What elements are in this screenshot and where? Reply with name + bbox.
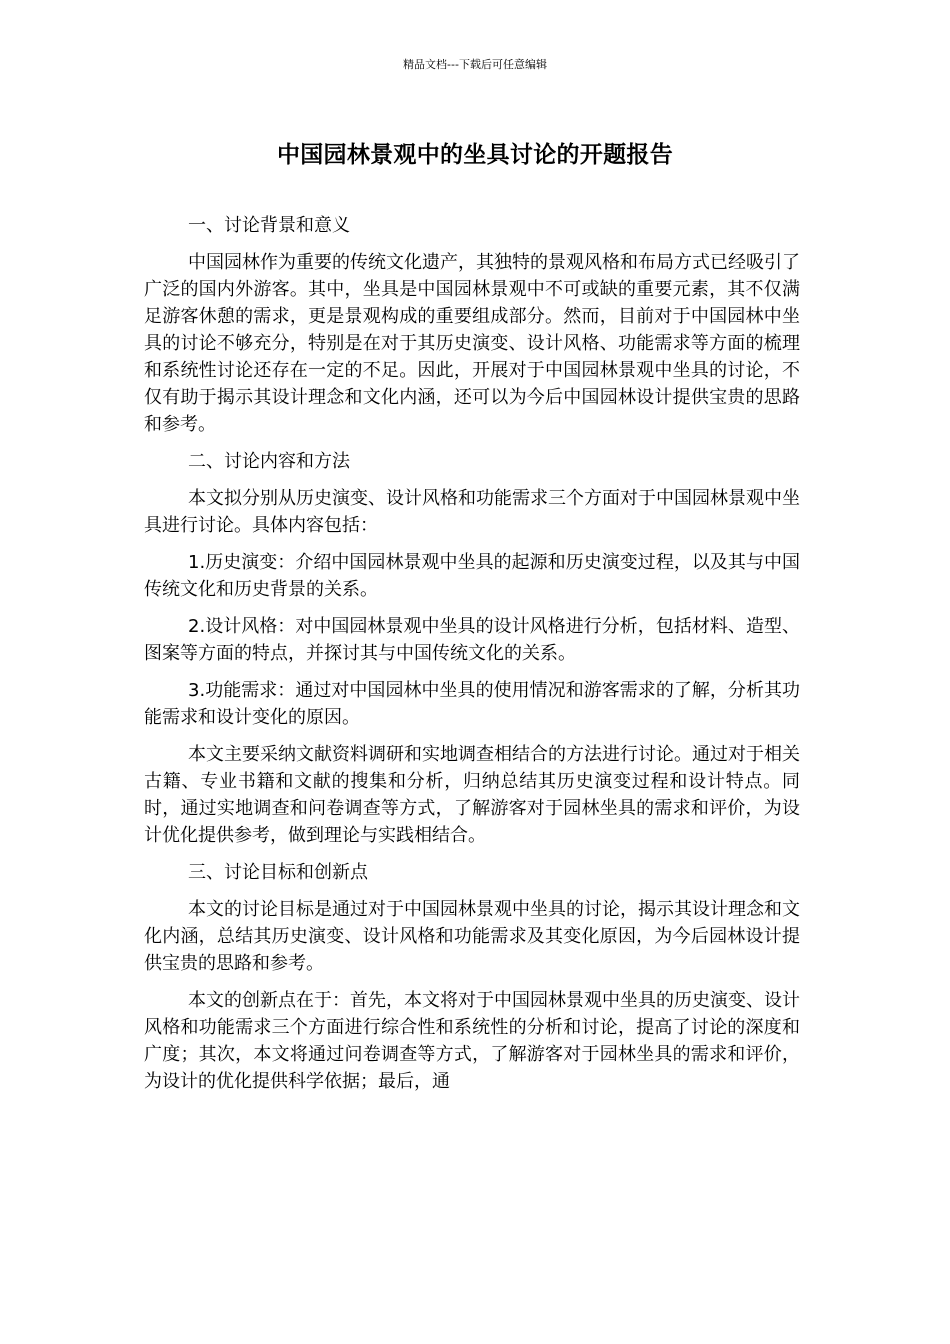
list-item-function: 3.功能需求：通过对中国园林中坐具的使用情况和游客需求的了解，分析其功能需求和设计变化的原因。: [144, 680, 800, 728]
paragraph-content-intro: 本文拟分别从历史演变、设计风格和功能需求三个方面对于中国园林景观中坐具进行讨论。具体内容包括：: [144, 488, 800, 536]
section-heading-content-method: 二、讨论内容和方法: [188, 451, 350, 472]
paragraph-background: 中国园林作为重要的传统文化遗产，其独特的景观风格和布局方式已经吸引了广泛的国内外游客。其中，坐具是中国园林景观中不可或缺的重要元素，其不仅满足游客休憩的需求，更是景观构成的重要组成部分。然而，目前对于中国园林中坐具的讨论不够充分，特别是在对于其历史演变、设计风格、功能需求等方面的梳理和系统性讨论还存在一定的不足。因此，开展对于中国园林景观中坐具的讨论，不仅有助于揭示其设计理念和文化内涵，还可以为今后中国园林设计提供宝贵的思路和参考。: [144, 252, 800, 435]
document-title: 中国园林景观中的坐具讨论的开题报告: [276, 142, 674, 168]
list-item-history: 1.历史演变：介绍中国园林景观中坐具的起源和历史演变过程，以及其与中国传统文化和历史背景的关系。: [144, 552, 800, 600]
page-header: 精品文档---下载后可任意编辑: [403, 58, 547, 71]
paragraph-goals: 本文的讨论目标是通过对于中国园林景观中坐具的讨论，揭示其设计理念和文化内涵，总结其历史演变、设计风格和功能需求及其变化原因，为今后园林设计提供宝贵的思路和参考。: [144, 899, 800, 974]
section-heading-goals-innovation: 三、讨论目标和创新点: [188, 862, 368, 883]
paragraph-method: 本文主要采纳文献资料调研和实地调查相结合的方法进行讨论。通过对于相关古籍、专业书籍和文献的搜集和分析，归纳总结其历史演变过程和设计特点。同时，通过实地调查和问卷调查等方式，了解游客对于园林坐具的需求和评价，为设计优化提供参考，做到理论与实践相结合。: [144, 744, 800, 846]
document-body: [144, 212, 800, 1105]
section-heading-background: 一、讨论背景和意义: [188, 215, 350, 236]
paragraph-innovation: 本文的创新点在于：首先，本文将对于中国园林景观中坐具的历史演变、设计风格和功能需求三个方面进行综合性和系统性的分析和讨论，提高了讨论的深度和广度；其次，本文将通过问卷调查等方式，了解游客对于园林坐具的需求和评价，为设计的优化提供科学依据；最后，通: [144, 990, 800, 1092]
list-item-design-style: 2.设计风格：对中国园林景观中坐具的设计风格进行分析，包括材料、造型、图案等方面的特点，并探讨其与中国传统文化的关系。: [144, 616, 800, 664]
